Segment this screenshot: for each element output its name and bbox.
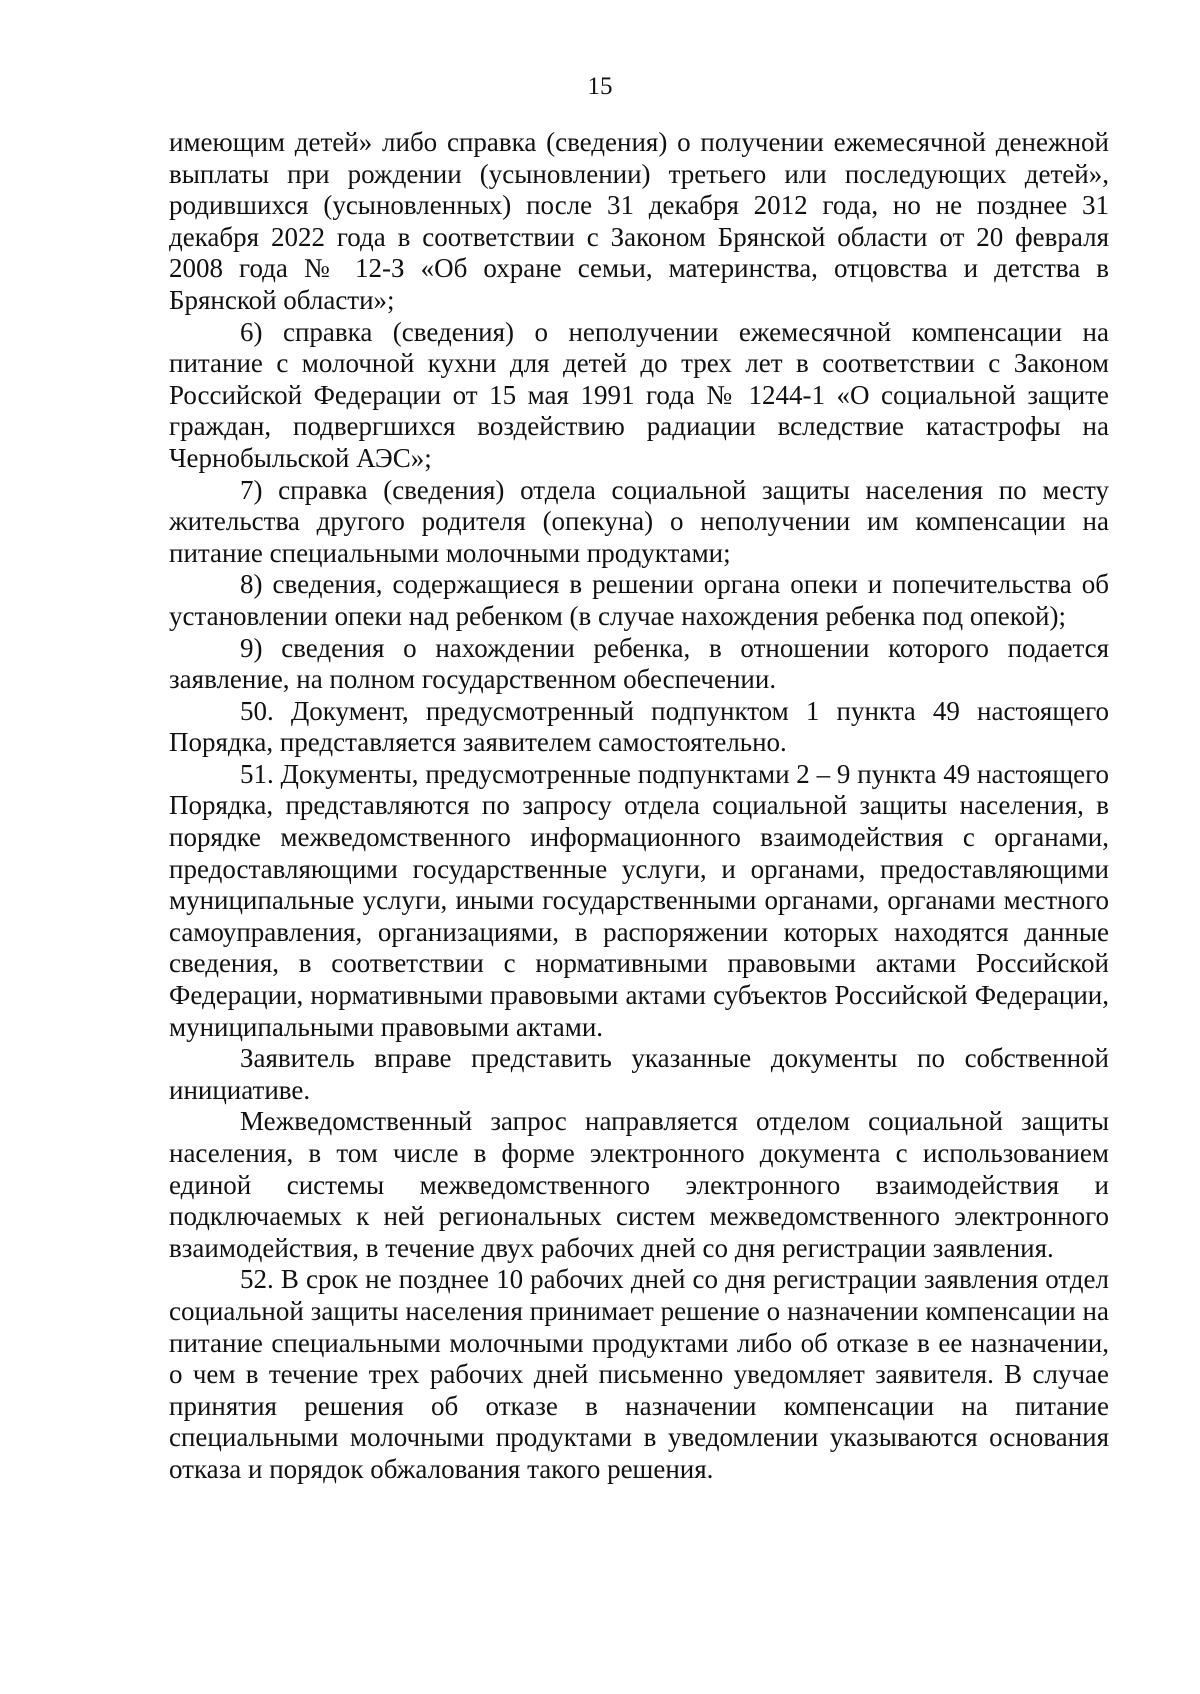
paragraph-clause-50: 50. Документ, предусмотренный подпунктом 1 пункта 49 настоящего Порядка, представляется заявителем самостоятельно. bbox=[169, 695, 1109, 758]
paragraph-clause-52: 52. В срок не позднее 10 рабочих дней со дня регистрации заявления отдел социальной защиты населения принимает решение о назначении компенсации на питание специальными молочными продуктами либо об отказе в ее назначении, о чем в течение трех рабочих дней письменно уведомляет заявителя. В случае принятия решения об отказе в назначении компенсации на питание специальными молочными продуктами в уведомлении указываются основания отказа и порядок обжалования такого решения. bbox=[169, 1264, 1109, 1484]
page-number: 15 bbox=[587, 73, 613, 100]
paragraph-continuation: имеющим детей» либо справка (сведения) о получении ежемесячной денежной выплаты при рождении (усыновлении) третьего или последующих детей», родившихся (усыновленных) после 31 декабря 2012 года, но не позднее 31 декабря 2022 года в соответствии с Законом Брянской области от 20 февраля 2008 года № 12-З «Об охране семьи, материнства, отцовства и детства в Брянской области»; bbox=[169, 127, 1109, 315]
paragraph-clause-51: 51. Документы, предусмотренные подпунктами 2 – 9 пункта 49 настоящего Порядка, представляются по запросу отдела социальной защиты населения, в порядке межведомственного информационного взаимодействия с органами, предоставляющими государственные услуги, и органами, предоставляющими муниципальные услуги, иными государственными органами, органами местного самоуправления, организациями, в распоряжении которых находятся данные сведения, в соответствии с нормативными правовыми актами Российской Федерации, нормативными правовыми актами субъектов Российской Федерации, муниципальными правовыми актами. bbox=[169, 758, 1109, 1042]
paragraph-item-6: 6) справка (сведения) о неполучении ежемесячной компенсации на питание с молочной кухни для детей до трех лет в соответствии с Законом Российской Федерации от 15 мая 1991 года № 1244-1 «О социальной защите граждан, подвергшихся воздействию радиации вследствие катастрофы на Чернобыльской АЭС»; bbox=[169, 316, 1109, 473]
paragraph-item-9: 9) сведения о нахождении ребенка, в отношении которого подается заявление, на полном государственном обеспечении. bbox=[169, 632, 1109, 695]
paragraph-interagency-request: Межведомственный запрос направляется отделом социальной защиты населения, в том числе в форме электронного документа с использованием единой системы межведомственного электронного взаимодействия и подключаемых к ней региональных систем межведомственного электронного взаимодействия, в течение двух рабочих дней со дня регистрации заявления. bbox=[169, 1106, 1109, 1263]
document-body bbox=[169, 127, 1109, 1486]
paragraph-item-7: 7) справка (сведения) отдела социальной защиты населения по месту жительства другого родителя (опекуна) о неполучении им компенсации на питание специальными молочными продуктами; bbox=[169, 474, 1109, 568]
paragraph-applicant-right: Заявитель вправе представить указанные документы по собственной инициативе. bbox=[169, 1043, 1109, 1105]
paragraph-item-8: 8) сведения, содержащиеся в решении органа опеки и попечительства об установлении опеки над ребенком (в случае нахождения ребенка под опекой); bbox=[169, 569, 1109, 631]
